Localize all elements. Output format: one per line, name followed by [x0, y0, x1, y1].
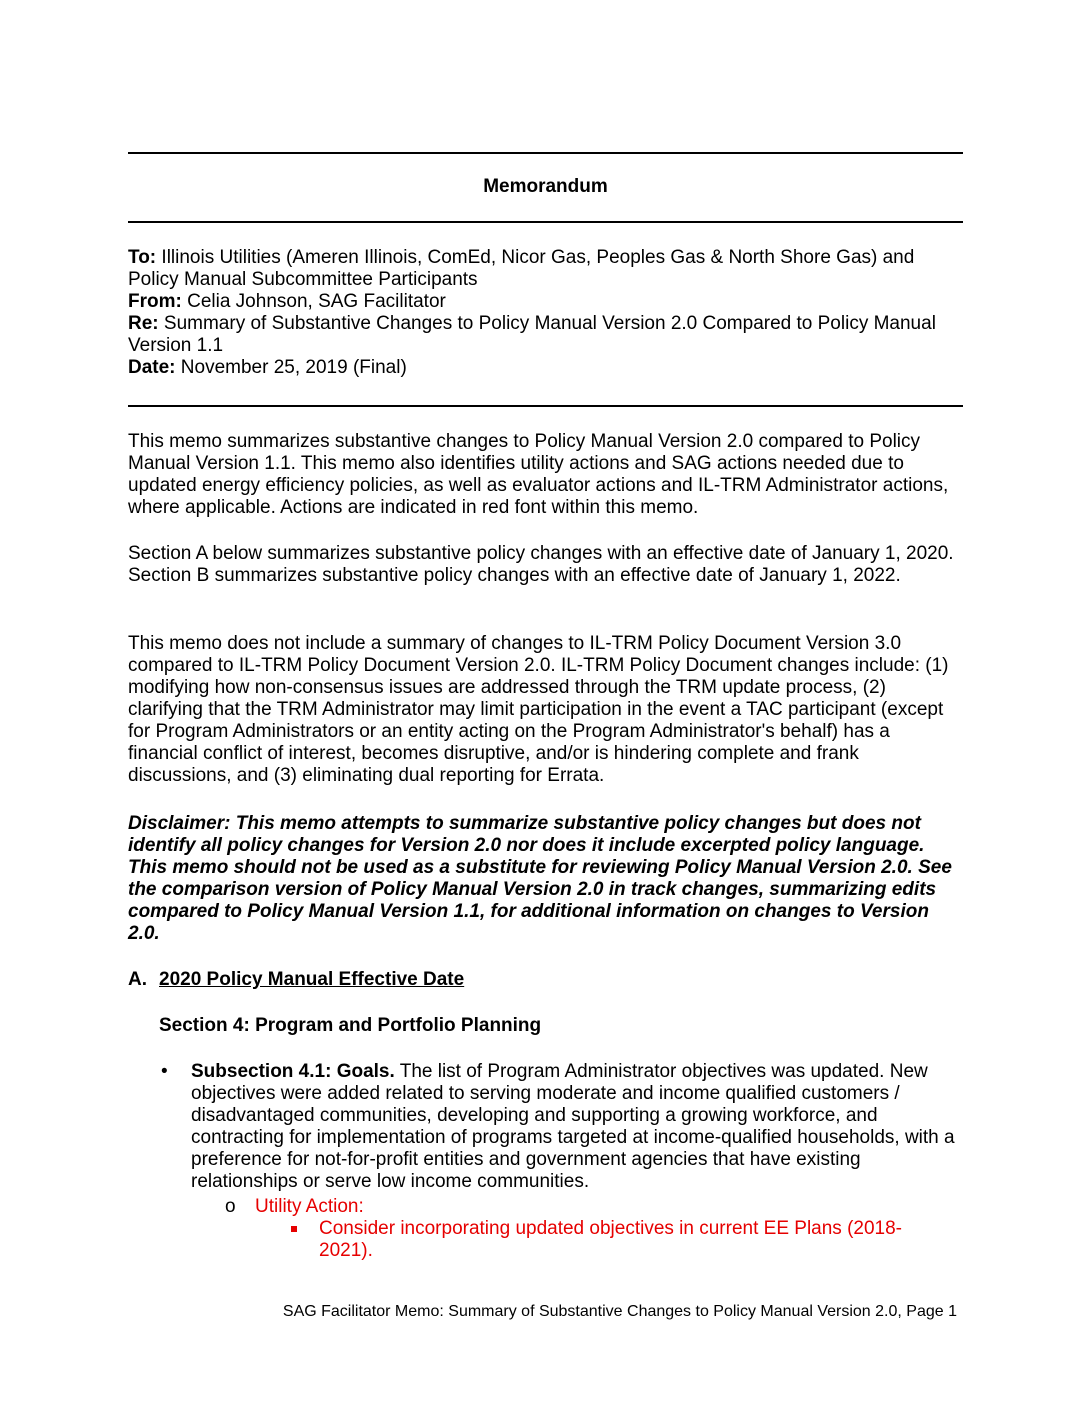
date-value: November 25, 2019 (Final) — [180, 357, 407, 378]
sub-item-marker: o — [225, 1196, 236, 1217]
title-rule — [128, 221, 963, 223]
re-value: Summary of Substantive Changes to Policy Manual Version 2.0 Compared to Policy Manual Version 1.1 — [128, 313, 936, 356]
section-a-heading — [128, 969, 963, 991]
header-rule — [128, 405, 963, 407]
page-footer: SAG Facilitator Memo: Summary of Substantive Changes to Policy Manual Version 2.0, Page 1 — [282, 1303, 957, 1320]
square-bullet-icon — [291, 1226, 297, 1232]
section-a-title: 2020 Policy Manual Effective Date — [159, 969, 465, 990]
utility-action-text: Consider incorporating updated objectives in current EE Plans (2018-2021). — [319, 1218, 902, 1261]
to-line — [128, 247, 963, 291]
intro-paragraph: This memo summarizes substantive changes to Policy Manual Version 2.0 compared to Policy Manual Version 1.1. This memo also identifies utility actions and SAG actions needed due to updated energy efficiency policies, as well as evaluator actions and IL-TRM Administrator actions, where applicable. Actions are indicated in red font within this memo. — [128, 431, 949, 518]
bullet-body: The list of Program Administrator objectives was updated. New objectives were added related to serving moderate and income qualified customers / disadvantaged communities, developing and supporting a growing workforce, and contracting for implementation of programs targeted at income-qualified households, with a preference for not-for-profit entities and government agencies that have existing relationships or serve low income communities. — [191, 1061, 955, 1192]
bullet-text — [191, 1061, 963, 1193]
re-label: Re: — [128, 313, 159, 334]
bullet-label: Subsection 4.1: Goals. — [191, 1061, 395, 1082]
date-line — [128, 357, 963, 379]
section-a-letter: A. — [128, 969, 147, 990]
date-label: Date: — [128, 357, 176, 378]
from-line — [128, 291, 963, 313]
memo-title: Memorandum — [483, 176, 608, 197]
from-label: From: — [128, 291, 182, 312]
section-4-heading: Section 4: Program and Portfolio Planning — [159, 1015, 542, 1036]
to-value: Illinois Utilities (Ameren Illinois, ComEd, Nicor Gas, Peoples Gas & North Shore Gas) and Policy Manual Subcommittee Participants — [128, 247, 915, 290]
re-line — [128, 313, 963, 357]
bullet-marker: • — [161, 1061, 168, 1082]
trm-paragraph: This memo does not include a summary of changes to IL-TRM Policy Document Version 3.0 compared to IL-TRM Policy Document Version 2.0. IL-TRM Policy Document changes include: (1) modifying how non-consensus issues are addressed through the TRM update process, (2) clarifying that the TRM Administrator may limit participation in the event a TAC participant (except for Program Administrators or an entity acting on the Program Administrator's behalf) has a financial conflict of interest, becomes disruptive, and/or is hindering complete and frank discussions, and (3) eliminating dual reporting for Errata. — [128, 633, 949, 786]
top-rule — [128, 152, 963, 154]
utility-action-label: Utility Action: — [255, 1196, 364, 1217]
sections-paragraph: Section A below summarizes substantive policy changes with an effective date of January 1, 2020. Section B summarizes substantive policy changes with an effective date of January 1, 2022. — [128, 543, 954, 586]
memo-header — [128, 247, 963, 379]
from-value: Celia Johnson, SAG Facilitator — [187, 291, 446, 312]
to-label: To: — [128, 247, 157, 268]
disclaimer-paragraph: Disclaimer: This memo attempts to summarize substantive policy changes but does not identify all policy changes for Version 2.0 nor does it include excerpted policy language. This memo should not be used as a substitute for reviewing Policy Manual Version 2.0. See the comparison version of Policy Manual Version 2.0 in track changes, summarizing edits compared to Policy Manual Version 1.1, for additional information on changes to Version 2.0. — [128, 813, 952, 944]
memo-page — [128, 0, 963, 1408]
